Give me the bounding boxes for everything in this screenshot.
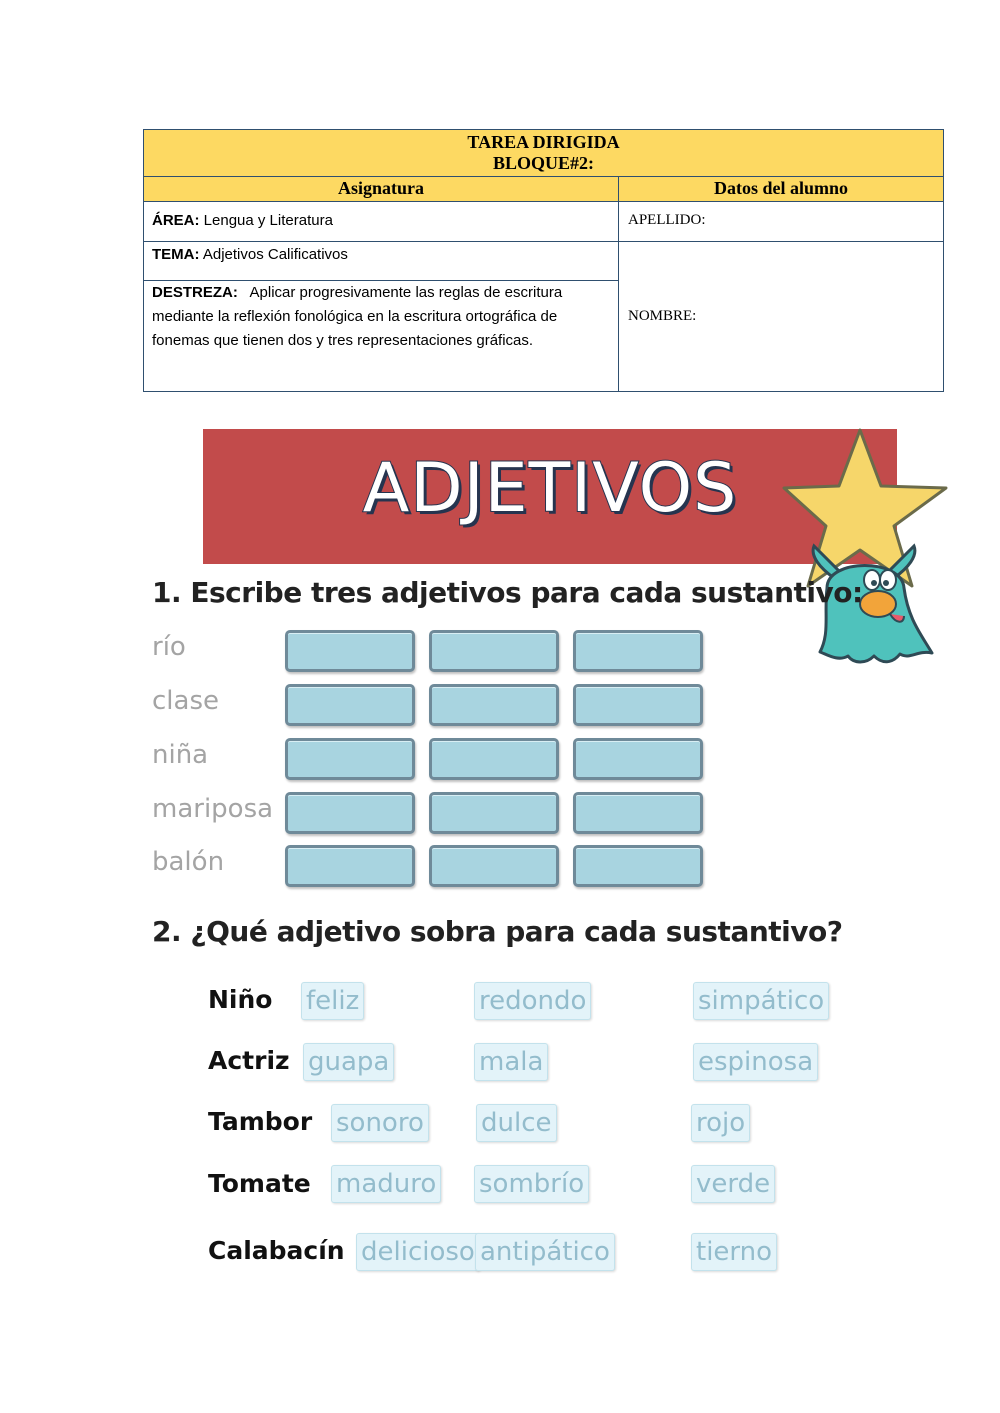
exercise1-row [152, 684, 712, 728]
answer-box[interactable] [573, 792, 703, 834]
answer-box[interactable] [573, 845, 703, 887]
answer-box[interactable] [573, 738, 703, 780]
exercise1-row [152, 845, 712, 889]
answer-box[interactable] [429, 845, 559, 887]
header-title-line1: TAREA DIRIGIDA [467, 132, 620, 152]
tema-label: TEMA: [152, 246, 200, 263]
answer-box[interactable] [429, 792, 559, 834]
exercise1-noun: clase [152, 686, 219, 716]
answer-box[interactable] [429, 684, 559, 726]
exercise1-noun: niña [152, 740, 209, 770]
area-label: ÁREA: [152, 212, 200, 229]
adjective-choice[interactable]: espinosa [693, 1043, 818, 1081]
exercise1-noun: balón [152, 847, 225, 877]
exercise1-noun: río [152, 632, 186, 662]
column-asignatura: Asignatura [144, 177, 619, 202]
adjective-choice[interactable]: verde [691, 1165, 775, 1203]
answer-box[interactable] [285, 630, 415, 672]
star-monster-icon [782, 428, 948, 668]
adjective-choice[interactable]: antipático [475, 1233, 615, 1271]
adjective-choice[interactable]: feliz [301, 982, 364, 1020]
exercise2-noun: Tambor [208, 1107, 313, 1136]
exercise2-noun: Actriz [208, 1046, 290, 1075]
answer-box[interactable] [573, 630, 703, 672]
destreza-cell [144, 281, 619, 392]
adjective-choice[interactable]: redondo [474, 982, 591, 1020]
area-cell [144, 202, 619, 242]
answer-box[interactable] [285, 738, 415, 780]
exercise2-noun: Niño [208, 985, 273, 1014]
column-datos-alumno: Datos del alumno [619, 177, 944, 202]
nombre-label: NOMBRE: [628, 308, 697, 324]
header-title-line2: BLOQUE#2: [493, 153, 595, 173]
answer-box[interactable] [573, 684, 703, 726]
destreza-value: Aplicar progresivamente las reglas de escritura mediante la reflexión fonológica en la escritura ortográfica de fonemas que tienen dos y tres representaciones gráficas. [152, 284, 563, 349]
adjective-choice[interactable]: dulce [476, 1104, 557, 1142]
apellido-field[interactable] [619, 202, 944, 242]
exercise1-row [152, 738, 712, 782]
exercise1-noun: mariposa [152, 794, 274, 824]
answer-box[interactable] [285, 792, 415, 834]
apellido-label: APELLIDO: [628, 212, 706, 228]
adjective-choice[interactable]: sombrío [474, 1165, 589, 1203]
exercise2-heading: 2. ¿Qué adjetivo sobra para cada sustantivo? [152, 915, 843, 948]
nombre-field[interactable] [619, 242, 944, 392]
answer-box[interactable] [285, 684, 415, 726]
header-table [143, 129, 944, 392]
answer-box[interactable] [429, 630, 559, 672]
adjective-choice[interactable]: simpático [693, 982, 829, 1020]
answer-box[interactable] [429, 738, 559, 780]
tema-cell [144, 242, 619, 281]
exercise1-heading: 1. Escribe tres adjetivos para cada sustantivo: [152, 576, 863, 609]
exercise2-noun: Tomate [208, 1169, 311, 1198]
exercise2-noun: Calabacín [208, 1236, 345, 1265]
adjective-choice[interactable]: rojo [691, 1104, 750, 1142]
area-value: Lengua y Literatura [203, 212, 333, 229]
destreza-label: DESTREZA: [152, 284, 238, 301]
adjective-choice[interactable]: mala [474, 1043, 548, 1081]
exercise1-row [152, 792, 712, 836]
answer-box[interactable] [285, 845, 415, 887]
adjective-choice[interactable]: delicioso [356, 1233, 480, 1271]
adjective-choice[interactable]: tierno [691, 1233, 777, 1271]
exercise1-row [152, 630, 712, 674]
adjective-choice[interactable]: guapa [303, 1043, 394, 1081]
header-title-cell [144, 130, 944, 177]
banner-title: ADJETIVOS [362, 449, 738, 528]
tema-value: Adjetivos Calificativos [202, 246, 348, 263]
adjective-choice[interactable]: sonoro [331, 1104, 429, 1142]
adjective-choice[interactable]: maduro [331, 1165, 441, 1203]
